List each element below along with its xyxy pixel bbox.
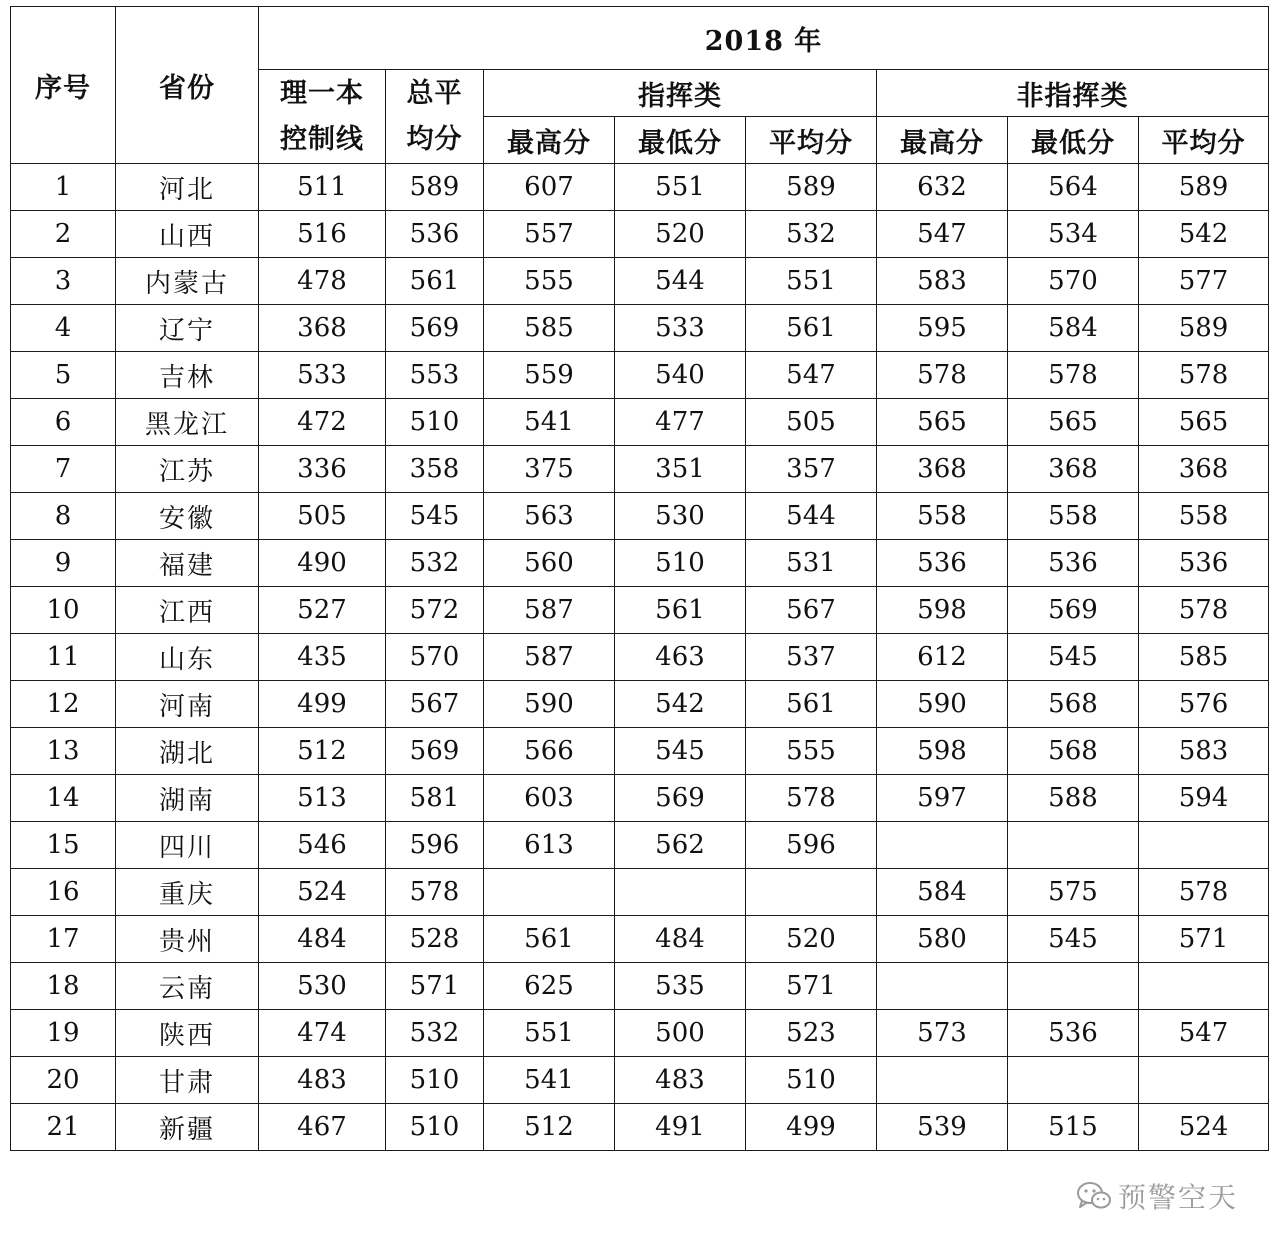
cell-seq: 13 (11, 728, 116, 775)
header-total-avg-1: 总平 (406, 77, 463, 109)
table-row (11, 681, 1269, 728)
watermark (1076, 1176, 1238, 1216)
cell-command-avg: 547 (746, 352, 877, 399)
cell-non-command-min: 536 (1008, 540, 1139, 587)
cell-control-line: 435 (259, 634, 386, 681)
header-total-avg (386, 70, 484, 164)
cell-seq: 12 (11, 681, 116, 728)
cell-non-command-max: 558 (877, 493, 1008, 540)
cell-command-max: 607 (484, 164, 615, 211)
cell-non-command-max: 539 (877, 1104, 1008, 1151)
cell-command-min: 520 (615, 211, 746, 258)
cell-province: 山东 (116, 634, 259, 681)
cell-non-command-avg: 589 (1139, 164, 1269, 211)
cell-non-command-avg: 576 (1139, 681, 1269, 728)
cell-non-command-avg: 594 (1139, 775, 1269, 822)
cell-command-max: 551 (484, 1010, 615, 1057)
cell-non-command-min: 588 (1008, 775, 1139, 822)
cell-province: 内蒙古 (116, 258, 259, 305)
cell-non-command-min: 578 (1008, 352, 1139, 399)
cell-non-command-min: 515 (1008, 1104, 1139, 1151)
cell-command-avg: 596 (746, 822, 877, 869)
cell-non-command-max: 584 (877, 869, 1008, 916)
cell-total-avg: 569 (386, 728, 484, 775)
cell-non-command-max (877, 963, 1008, 1010)
header-command-max: 最高分 (484, 117, 615, 164)
cell-command-avg: 578 (746, 775, 877, 822)
cell-non-command-max: 536 (877, 540, 1008, 587)
cell-province: 江西 (116, 587, 259, 634)
cell-command-max: 541 (484, 1057, 615, 1104)
cell-seq: 20 (11, 1057, 116, 1104)
cell-control-line: 511 (259, 164, 386, 211)
cell-control-line: 483 (259, 1057, 386, 1104)
cell-non-command-min: 534 (1008, 211, 1139, 258)
table-row (11, 822, 1269, 869)
cell-province: 贵州 (116, 916, 259, 963)
cell-command-min: 561 (615, 587, 746, 634)
table-row (11, 493, 1269, 540)
cell-control-line: 474 (259, 1010, 386, 1057)
cell-total-avg: 567 (386, 681, 484, 728)
cell-total-avg: 532 (386, 1010, 484, 1057)
cell-province: 山西 (116, 211, 259, 258)
cell-province: 甘肃 (116, 1057, 259, 1104)
cell-total-avg: 510 (386, 399, 484, 446)
cell-non-command-min: 368 (1008, 446, 1139, 493)
watermark-text: 预警空天 (1117, 1181, 1238, 1214)
cell-non-command-min (1008, 1057, 1139, 1104)
cell-control-line: 499 (259, 681, 386, 728)
cell-province: 辽宁 (116, 305, 259, 352)
cell-province: 重庆 (116, 869, 259, 916)
cell-non-command-avg: 578 (1139, 869, 1269, 916)
cell-command-avg: 357 (746, 446, 877, 493)
cell-non-command-min: 558 (1008, 493, 1139, 540)
header-year: 2018 年 (259, 7, 1269, 70)
cell-control-line: 516 (259, 211, 386, 258)
cell-total-avg: 358 (386, 446, 484, 493)
table-row (11, 164, 1269, 211)
header-non-command-avg: 平均分 (1139, 117, 1269, 164)
cell-seq: 3 (11, 258, 116, 305)
cell-total-avg: 589 (386, 164, 484, 211)
cell-command-avg: 537 (746, 634, 877, 681)
cell-command-min: 477 (615, 399, 746, 446)
cell-seq: 6 (11, 399, 116, 446)
cell-total-avg: 532 (386, 540, 484, 587)
cell-non-command-avg: 368 (1139, 446, 1269, 493)
table-row (11, 916, 1269, 963)
cell-non-command-max (877, 1057, 1008, 1104)
table-body (11, 164, 1269, 1151)
wechat-icon (1076, 1180, 1112, 1212)
cell-command-max: 590 (484, 681, 615, 728)
cell-non-command-avg: 542 (1139, 211, 1269, 258)
cell-non-command-max (877, 822, 1008, 869)
table-row (11, 775, 1269, 822)
cell-seq: 4 (11, 305, 116, 352)
cell-seq: 11 (11, 634, 116, 681)
cell-non-command-avg: 571 (1139, 916, 1269, 963)
cell-command-max: 541 (484, 399, 615, 446)
cell-non-command-avg: 585 (1139, 634, 1269, 681)
cell-non-command-max: 595 (877, 305, 1008, 352)
table-row (11, 352, 1269, 399)
cell-total-avg: 596 (386, 822, 484, 869)
cell-control-line: 467 (259, 1104, 386, 1151)
cell-command-max: 587 (484, 634, 615, 681)
cell-seq: 16 (11, 869, 116, 916)
cell-seq: 17 (11, 916, 116, 963)
cell-province: 新疆 (116, 1104, 259, 1151)
cell-non-command-avg (1139, 963, 1269, 1010)
cell-command-min: 351 (615, 446, 746, 493)
table-row (11, 540, 1269, 587)
cell-total-avg: 553 (386, 352, 484, 399)
cell-command-avg: 532 (746, 211, 877, 258)
cell-total-avg: 561 (386, 258, 484, 305)
cell-command-min: 542 (615, 681, 746, 728)
cell-total-avg: 581 (386, 775, 484, 822)
cell-command-min: 544 (615, 258, 746, 305)
cell-total-avg: 545 (386, 493, 484, 540)
cell-non-command-max: 368 (877, 446, 1008, 493)
cell-seq: 8 (11, 493, 116, 540)
table-row (11, 1104, 1269, 1151)
cell-non-command-avg: 583 (1139, 728, 1269, 775)
cell-non-command-max: 573 (877, 1010, 1008, 1057)
cell-command-avg: 555 (746, 728, 877, 775)
cell-command-min: 484 (615, 916, 746, 963)
cell-non-command-min: 568 (1008, 728, 1139, 775)
cell-command-avg: 589 (746, 164, 877, 211)
cell-command-min: 533 (615, 305, 746, 352)
header-total-avg-2: 均分 (406, 123, 463, 155)
cell-non-command-max: 583 (877, 258, 1008, 305)
cell-control-line: 490 (259, 540, 386, 587)
cell-non-command-avg (1139, 822, 1269, 869)
cell-total-avg: 528 (386, 916, 484, 963)
cell-seq: 1 (11, 164, 116, 211)
header-control-line-2: 控制线 (280, 123, 364, 155)
cell-seq: 15 (11, 822, 116, 869)
table-row (11, 728, 1269, 775)
cell-non-command-avg: 577 (1139, 258, 1269, 305)
cell-province: 云南 (116, 963, 259, 1010)
cell-total-avg: 510 (386, 1104, 484, 1151)
cell-command-min: 510 (615, 540, 746, 587)
cell-command-max: 585 (484, 305, 615, 352)
cell-command-min: 500 (615, 1010, 746, 1057)
table-row (11, 869, 1269, 916)
cell-control-line: 478 (259, 258, 386, 305)
cell-non-command-min: 565 (1008, 399, 1139, 446)
cell-province: 福建 (116, 540, 259, 587)
cell-total-avg: 569 (386, 305, 484, 352)
cell-command-avg: 510 (746, 1057, 877, 1104)
cell-non-command-max: 598 (877, 728, 1008, 775)
cell-command-avg: 520 (746, 916, 877, 963)
cell-command-min: 491 (615, 1104, 746, 1151)
cell-control-line: 368 (259, 305, 386, 352)
cell-control-line: 472 (259, 399, 386, 446)
cell-non-command-min: 564 (1008, 164, 1139, 211)
score-table (10, 6, 1269, 1151)
cell-province: 湖南 (116, 775, 259, 822)
table-header (11, 7, 1269, 164)
cell-province: 安徽 (116, 493, 259, 540)
cell-non-command-min: 536 (1008, 1010, 1139, 1057)
cell-control-line: 524 (259, 869, 386, 916)
cell-seq: 21 (11, 1104, 116, 1151)
header-non-command: 非指挥类 (877, 70, 1269, 117)
cell-command-avg: 499 (746, 1104, 877, 1151)
header-non-command-max: 最高分 (877, 117, 1008, 164)
table-row (11, 1057, 1269, 1104)
cell-non-command-min: 545 (1008, 916, 1139, 963)
cell-command-min (615, 869, 746, 916)
cell-command-avg: 551 (746, 258, 877, 305)
cell-non-command-max: 632 (877, 164, 1008, 211)
cell-non-command-avg: 578 (1139, 352, 1269, 399)
table-row (11, 305, 1269, 352)
cell-command-avg: 571 (746, 963, 877, 1010)
cell-non-command-avg: 565 (1139, 399, 1269, 446)
cell-total-avg: 578 (386, 869, 484, 916)
cell-non-command-min: 570 (1008, 258, 1139, 305)
cell-total-avg: 570 (386, 634, 484, 681)
cell-command-max: 613 (484, 822, 615, 869)
cell-command-max: 560 (484, 540, 615, 587)
cell-command-max: 559 (484, 352, 615, 399)
cell-control-line: 336 (259, 446, 386, 493)
cell-non-command-min (1008, 963, 1139, 1010)
cell-command-max: 561 (484, 916, 615, 963)
cell-command-avg: 523 (746, 1010, 877, 1057)
cell-command-avg: 505 (746, 399, 877, 446)
cell-total-avg: 572 (386, 587, 484, 634)
cell-total-avg: 536 (386, 211, 484, 258)
cell-command-max: 603 (484, 775, 615, 822)
cell-non-command-min: 575 (1008, 869, 1139, 916)
cell-province: 黑龙江 (116, 399, 259, 446)
cell-seq: 18 (11, 963, 116, 1010)
cell-province: 河北 (116, 164, 259, 211)
cell-command-max: 566 (484, 728, 615, 775)
cell-command-min: 562 (615, 822, 746, 869)
cell-non-command-max: 612 (877, 634, 1008, 681)
header-province: 省份 (116, 7, 259, 164)
cell-non-command-avg: 536 (1139, 540, 1269, 587)
cell-control-line: 527 (259, 587, 386, 634)
cell-control-line: 484 (259, 916, 386, 963)
table-row (11, 963, 1269, 1010)
cell-command-min: 463 (615, 634, 746, 681)
cell-total-avg: 571 (386, 963, 484, 1010)
cell-seq: 10 (11, 587, 116, 634)
cell-non-command-avg: 558 (1139, 493, 1269, 540)
cell-province: 湖北 (116, 728, 259, 775)
cell-control-line: 533 (259, 352, 386, 399)
cell-command-min: 535 (615, 963, 746, 1010)
header-command-min: 最低分 (615, 117, 746, 164)
cell-non-command-min: 569 (1008, 587, 1139, 634)
cell-control-line: 512 (259, 728, 386, 775)
cell-command-min: 483 (615, 1057, 746, 1104)
header-command-avg: 平均分 (746, 117, 877, 164)
cell-command-max: 512 (484, 1104, 615, 1151)
cell-command-min: 540 (615, 352, 746, 399)
cell-non-command-avg: 524 (1139, 1104, 1269, 1151)
cell-command-avg (746, 869, 877, 916)
cell-province: 四川 (116, 822, 259, 869)
cell-non-command-avg (1139, 1057, 1269, 1104)
cell-non-command-max: 565 (877, 399, 1008, 446)
cell-command-min: 569 (615, 775, 746, 822)
header-command: 指挥类 (484, 70, 877, 117)
table-row (11, 446, 1269, 493)
cell-province: 江苏 (116, 446, 259, 493)
cell-province: 陕西 (116, 1010, 259, 1057)
cell-command-min: 530 (615, 493, 746, 540)
cell-seq: 2 (11, 211, 116, 258)
cell-non-command-min: 584 (1008, 305, 1139, 352)
cell-non-command-max: 547 (877, 211, 1008, 258)
cell-non-command-min: 545 (1008, 634, 1139, 681)
cell-command-max: 587 (484, 587, 615, 634)
cell-non-command-max: 597 (877, 775, 1008, 822)
table-row (11, 587, 1269, 634)
cell-non-command-max: 580 (877, 916, 1008, 963)
cell-total-avg: 510 (386, 1057, 484, 1104)
header-control-line (259, 70, 386, 164)
cell-command-max: 555 (484, 258, 615, 305)
table-row (11, 634, 1269, 681)
cell-command-avg: 561 (746, 305, 877, 352)
cell-command-max: 563 (484, 493, 615, 540)
cell-non-command-max: 598 (877, 587, 1008, 634)
cell-command-max: 557 (484, 211, 615, 258)
cell-non-command-min (1008, 822, 1139, 869)
header-control-line-1: 理一本 (280, 77, 364, 109)
cell-seq: 14 (11, 775, 116, 822)
cell-non-command-max: 590 (877, 681, 1008, 728)
cell-command-max: 375 (484, 446, 615, 493)
cell-command-max (484, 869, 615, 916)
cell-non-command-avg: 578 (1139, 587, 1269, 634)
cell-command-min: 545 (615, 728, 746, 775)
cell-seq: 9 (11, 540, 116, 587)
header-seq: 序号 (11, 7, 116, 164)
cell-province: 吉林 (116, 352, 259, 399)
header-non-command-min: 最低分 (1008, 117, 1139, 164)
cell-command-avg: 544 (746, 493, 877, 540)
cell-seq: 7 (11, 446, 116, 493)
cell-non-command-min: 568 (1008, 681, 1139, 728)
cell-non-command-avg: 589 (1139, 305, 1269, 352)
cell-command-max: 625 (484, 963, 615, 1010)
cell-control-line: 530 (259, 963, 386, 1010)
cell-command-avg: 567 (746, 587, 877, 634)
cell-non-command-avg: 547 (1139, 1010, 1269, 1057)
cell-province: 河南 (116, 681, 259, 728)
table-row (11, 258, 1269, 305)
table-row (11, 1010, 1269, 1057)
cell-command-min: 551 (615, 164, 746, 211)
cell-command-avg: 531 (746, 540, 877, 587)
cell-control-line: 505 (259, 493, 386, 540)
cell-control-line: 513 (259, 775, 386, 822)
cell-command-avg: 561 (746, 681, 877, 728)
cell-seq: 19 (11, 1010, 116, 1057)
table-row (11, 399, 1269, 446)
cell-control-line: 546 (259, 822, 386, 869)
cell-non-command-max: 578 (877, 352, 1008, 399)
cell-seq: 5 (11, 352, 116, 399)
table-row (11, 211, 1269, 258)
